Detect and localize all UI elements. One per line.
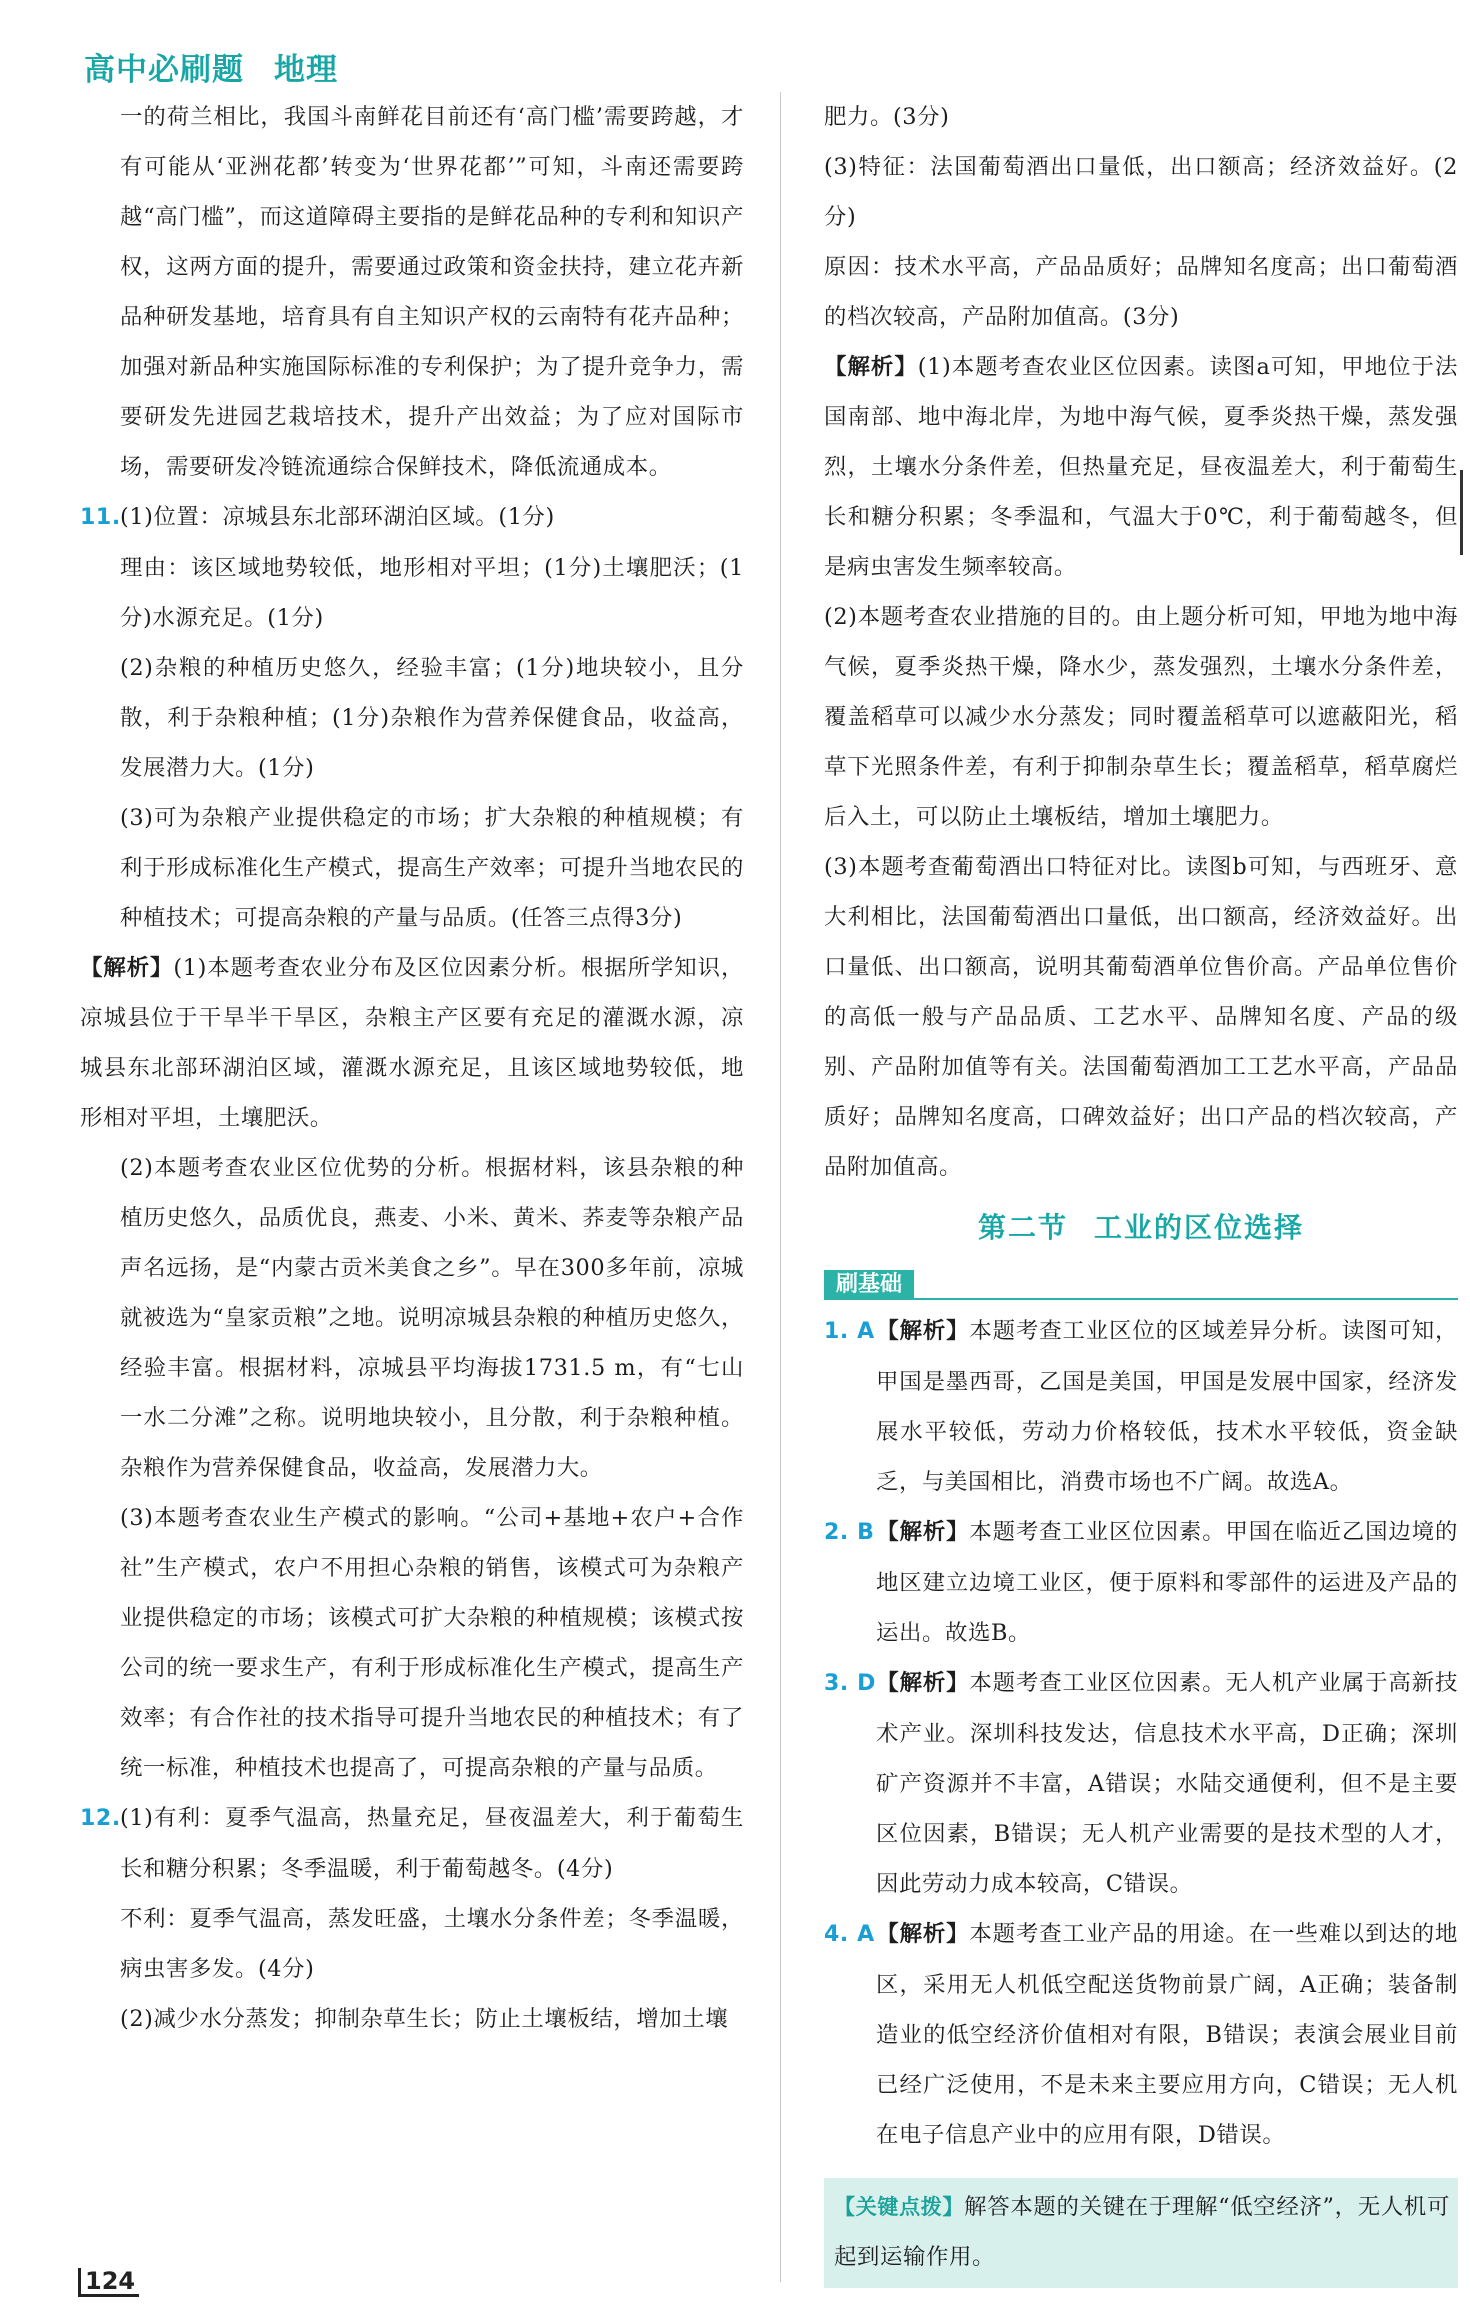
column-divider — [780, 92, 781, 2282]
paragraph: (3)本题考查葡萄酒出口特征对比。读图b可知，与西班牙、意大利相比，法国葡萄酒出口量低，出口额高，经济效益好。出口量低、出口额高，说明其葡萄酒单位售价高。产品单位售价的高低一般与产品品质、工艺水平、品牌知名度、产品的级别、产品附加值等有关。法国葡萄酒加工工艺水平高，产品品质好；品牌知名度高，口碑效益好；出口产品的档次较高，产品附加值高。 — [824, 854, 1458, 1180]
analysis-tag: 【解析】 — [876, 1519, 970, 1545]
paragraph: 理由：该区域地势较低，地形相对平坦；(1分)土壤肥沃；(1分)水源充足。(1分) — [120, 555, 744, 631]
analysis-tag: 【解析】 — [80, 955, 174, 981]
answer-number: 1. A — [824, 1319, 875, 1344]
page-number: 124 — [78, 2268, 139, 2297]
analysis-tag: 【解析】 — [876, 1670, 970, 1696]
analysis-tag: 【解析】 — [824, 354, 918, 380]
paragraph: 原因：技术水平高，产品品质好；品牌知名度高；出口葡萄酒的档次较高，产品附加值高。(3分) — [824, 254, 1458, 330]
book-title: 高中必刷题 — [84, 52, 244, 88]
analysis-paragraph: 【解析】(1)本题考查农业分布及区位因素分析。根据所学知识，凉城县位于干旱半干旱区，杂粮主产区要有充足的灌溉水源，凉城县东北部环湖泊区域，灌溉水源充足，且该区域地势较低，地形相对平坦，土壤肥沃。 — [80, 955, 744, 1131]
question-number: 12. — [80, 1806, 121, 1831]
answer-number: 3. D — [824, 1671, 876, 1696]
answer-number: 4. A — [824, 1922, 875, 1947]
running-header — [84, 44, 338, 89]
analysis-tag: 【解析】 — [876, 1318, 970, 1344]
key-tip: 【关键点拨】解答本题的关键在于理解“低空经济”，无人机可起到运输作用。 — [834, 2194, 1450, 2270]
right-column — [824, 92, 1458, 2288]
question-number: 11. — [80, 505, 121, 530]
key-tip-tag: 【关键点拨】 — [834, 2195, 965, 2219]
answer-1: 1. A【解析】本题考查工业区位的区域差异分析。读图可知，甲国是墨西哥，乙国是美国，甲国是发展中国家，经济发展水平较低，劳动力价格较低，技术水平较低，资金缺乏，与美国相比，消费市场也不广阔。故选A。 — [824, 1306, 1458, 1507]
question-12: 12.(1)有利：夏季气温高，热量充足，昼夜温差大，利于葡萄生长和糖分积累；冬季温暖，利于葡萄越冬。(4分) — [80, 1793, 744, 1894]
analysis-tag: 【解析】 — [876, 1921, 970, 1947]
key-tip-box — [824, 2178, 1458, 2288]
paragraph: (2)本题考查农业区位优势的分析。根据材料，该县杂粮的种植历史悠久，品质优良，燕麦、小米、黄米、荞麦等杂粮产品声名远扬，是“内蒙古贡米美食之乡”。早在300多年前，凉城就被选为“皇家贡粮”之地。说明凉城县杂粮的种植历史悠久，经验丰富。根据材料，凉城县平均海拔1731.5 m，有“七山一水二分滩”之称。说明地块较小，且分散，利于杂粮种植。杂粮作为营养保健食品，收益高，发展潜力大。 — [120, 1155, 744, 1481]
banner-rule — [824, 1298, 1458, 1300]
basic-practice-badge: 刷基础 — [824, 1270, 914, 1300]
section-heading: 第二节 工业的区位选择 — [977, 1211, 1305, 1244]
answer-2: 2. B【解析】本题考查工业区位因素。甲国在临近乙国边境的地区建立边境工业区，便于原料和零部件的运进及产品的运出。故选B。 — [824, 1507, 1458, 1658]
analysis-paragraph: 【解析】(1)本题考查农业区位因素。读图a可知，甲地位于法国南部、地中海北岸，为地中海气候，夏季炎热干燥，蒸发强烈，土壤水分条件差，但热量充足，昼夜温差大，利于葡萄生长和糖分积累；冬季温和，气温大于0℃，利于葡萄越冬，但是病虫害发生频率较高。 — [824, 354, 1458, 580]
answer-number: 2. B — [824, 1520, 875, 1545]
question-11: 11.(1)位置：凉城县东北部环湖泊区域。(1分) — [80, 492, 744, 543]
paragraph: (3)本题考查农业生产模式的影响。“公司+基地+农户+合作社”生产模式，农户不用担心杂粮的销售，该模式可为杂粮产业提供稳定的市场；该模式可扩大杂粮的种植规模；该模式按公司的统一要求生产，有利于形成标准化生产模式，提高生产效率；有合作社的技术指导可提升当地农民的种植技术；有了统一标准，种植技术也提高了，可提高杂粮的产量与品质。 — [120, 1505, 744, 1781]
paragraph: 不利：夏季气温高，蒸发旺盛，土壤水分条件差；冬季温暖，病虫害多发。(4分) — [120, 1906, 744, 1982]
margin-bar — [1460, 470, 1463, 555]
paragraph: 肥力。(3分) — [824, 104, 950, 130]
paragraph: (2)杂粮的种植历史悠久，经验丰富；(1分)地块较小，且分散，利于杂粮种植；(1分)杂粮作为营养保健食品，收益高，发展潜力大。(1分) — [120, 655, 744, 781]
paragraph: 一的荷兰相比，我国斗南鲜花目前还有‘高门槛’需要跨越，才有可能从‘亚洲花都’转变为‘世界花都’”可知，斗南还需要跨越“高门槛”，而这道障碍主要指的是鲜花品种的专利和知识产权，这两方面的提升，需要通过政策和资金扶持，建立花卉新品种研发基地，培育具有自主知识产权的云南特有花卉品种；加强对新品种实施国际标准的专利保护；为了提升竞争力，需要研发先进园艺栽培技术，提升产出效益；为了应对国际市场，需要研发冷链流通综合保鲜技术，降低流通成本。 — [120, 104, 744, 480]
paragraph: (3)可为杂粮产业提供稳定的市场；扩大杂粮的种植规模；有利于形成标准化生产模式，提高生产效率；可提升当地农民的种植技术；可提高杂粮的产量与品质。(任答三点得3分) — [120, 805, 744, 931]
left-column — [80, 92, 744, 2044]
answer-3: 3. D【解析】本题考查工业区位因素。无人机产业属于高新技术产业。深圳科技发达，信息技术水平高，D正确；深圳矿产资源并不丰富，A错误；水陆交通便利，但不是主要区位因素，B错误；无人机产业需要的是技术型的人才，因此劳动力成本较高，C错误。 — [824, 1658, 1458, 1909]
paragraph: (3)特征：法国葡萄酒出口量低，出口额高；经济效益好。(2分) — [824, 154, 1458, 230]
subject-title: 地理 — [274, 52, 338, 88]
basic-practice-banner — [824, 1270, 1458, 1300]
paragraph: (2)本题考查农业措施的目的。由上题分析可知，甲地为地中海气候，夏季炎热干燥，降水少，蒸发强烈，土壤水分条件差，覆盖稻草可以减少水分蒸发；同时覆盖稻草可以遮蔽阳光，稻草下光照条件差，有利于抑制杂草生长；覆盖稻草，稻草腐烂后入土，可以防止土壤板结，增加土壤肥力。 — [824, 604, 1458, 830]
answer-4: 4. A【解析】本题考查工业产品的用途。在一些难以到达的地区，采用无人机低空配送货物前景广阔，A正确；装备制造业的低空经济价值相对有限，B错误；表演会展业目前已经广泛使用，不是未来主要应用方向，C错误；无人机在电子信息产业中的应用有限，D错误。 — [824, 1909, 1458, 2160]
paragraph: (2)减少水分蒸发；抑制杂草生长；防止土壤板结，增加土壤 — [120, 2006, 729, 2032]
